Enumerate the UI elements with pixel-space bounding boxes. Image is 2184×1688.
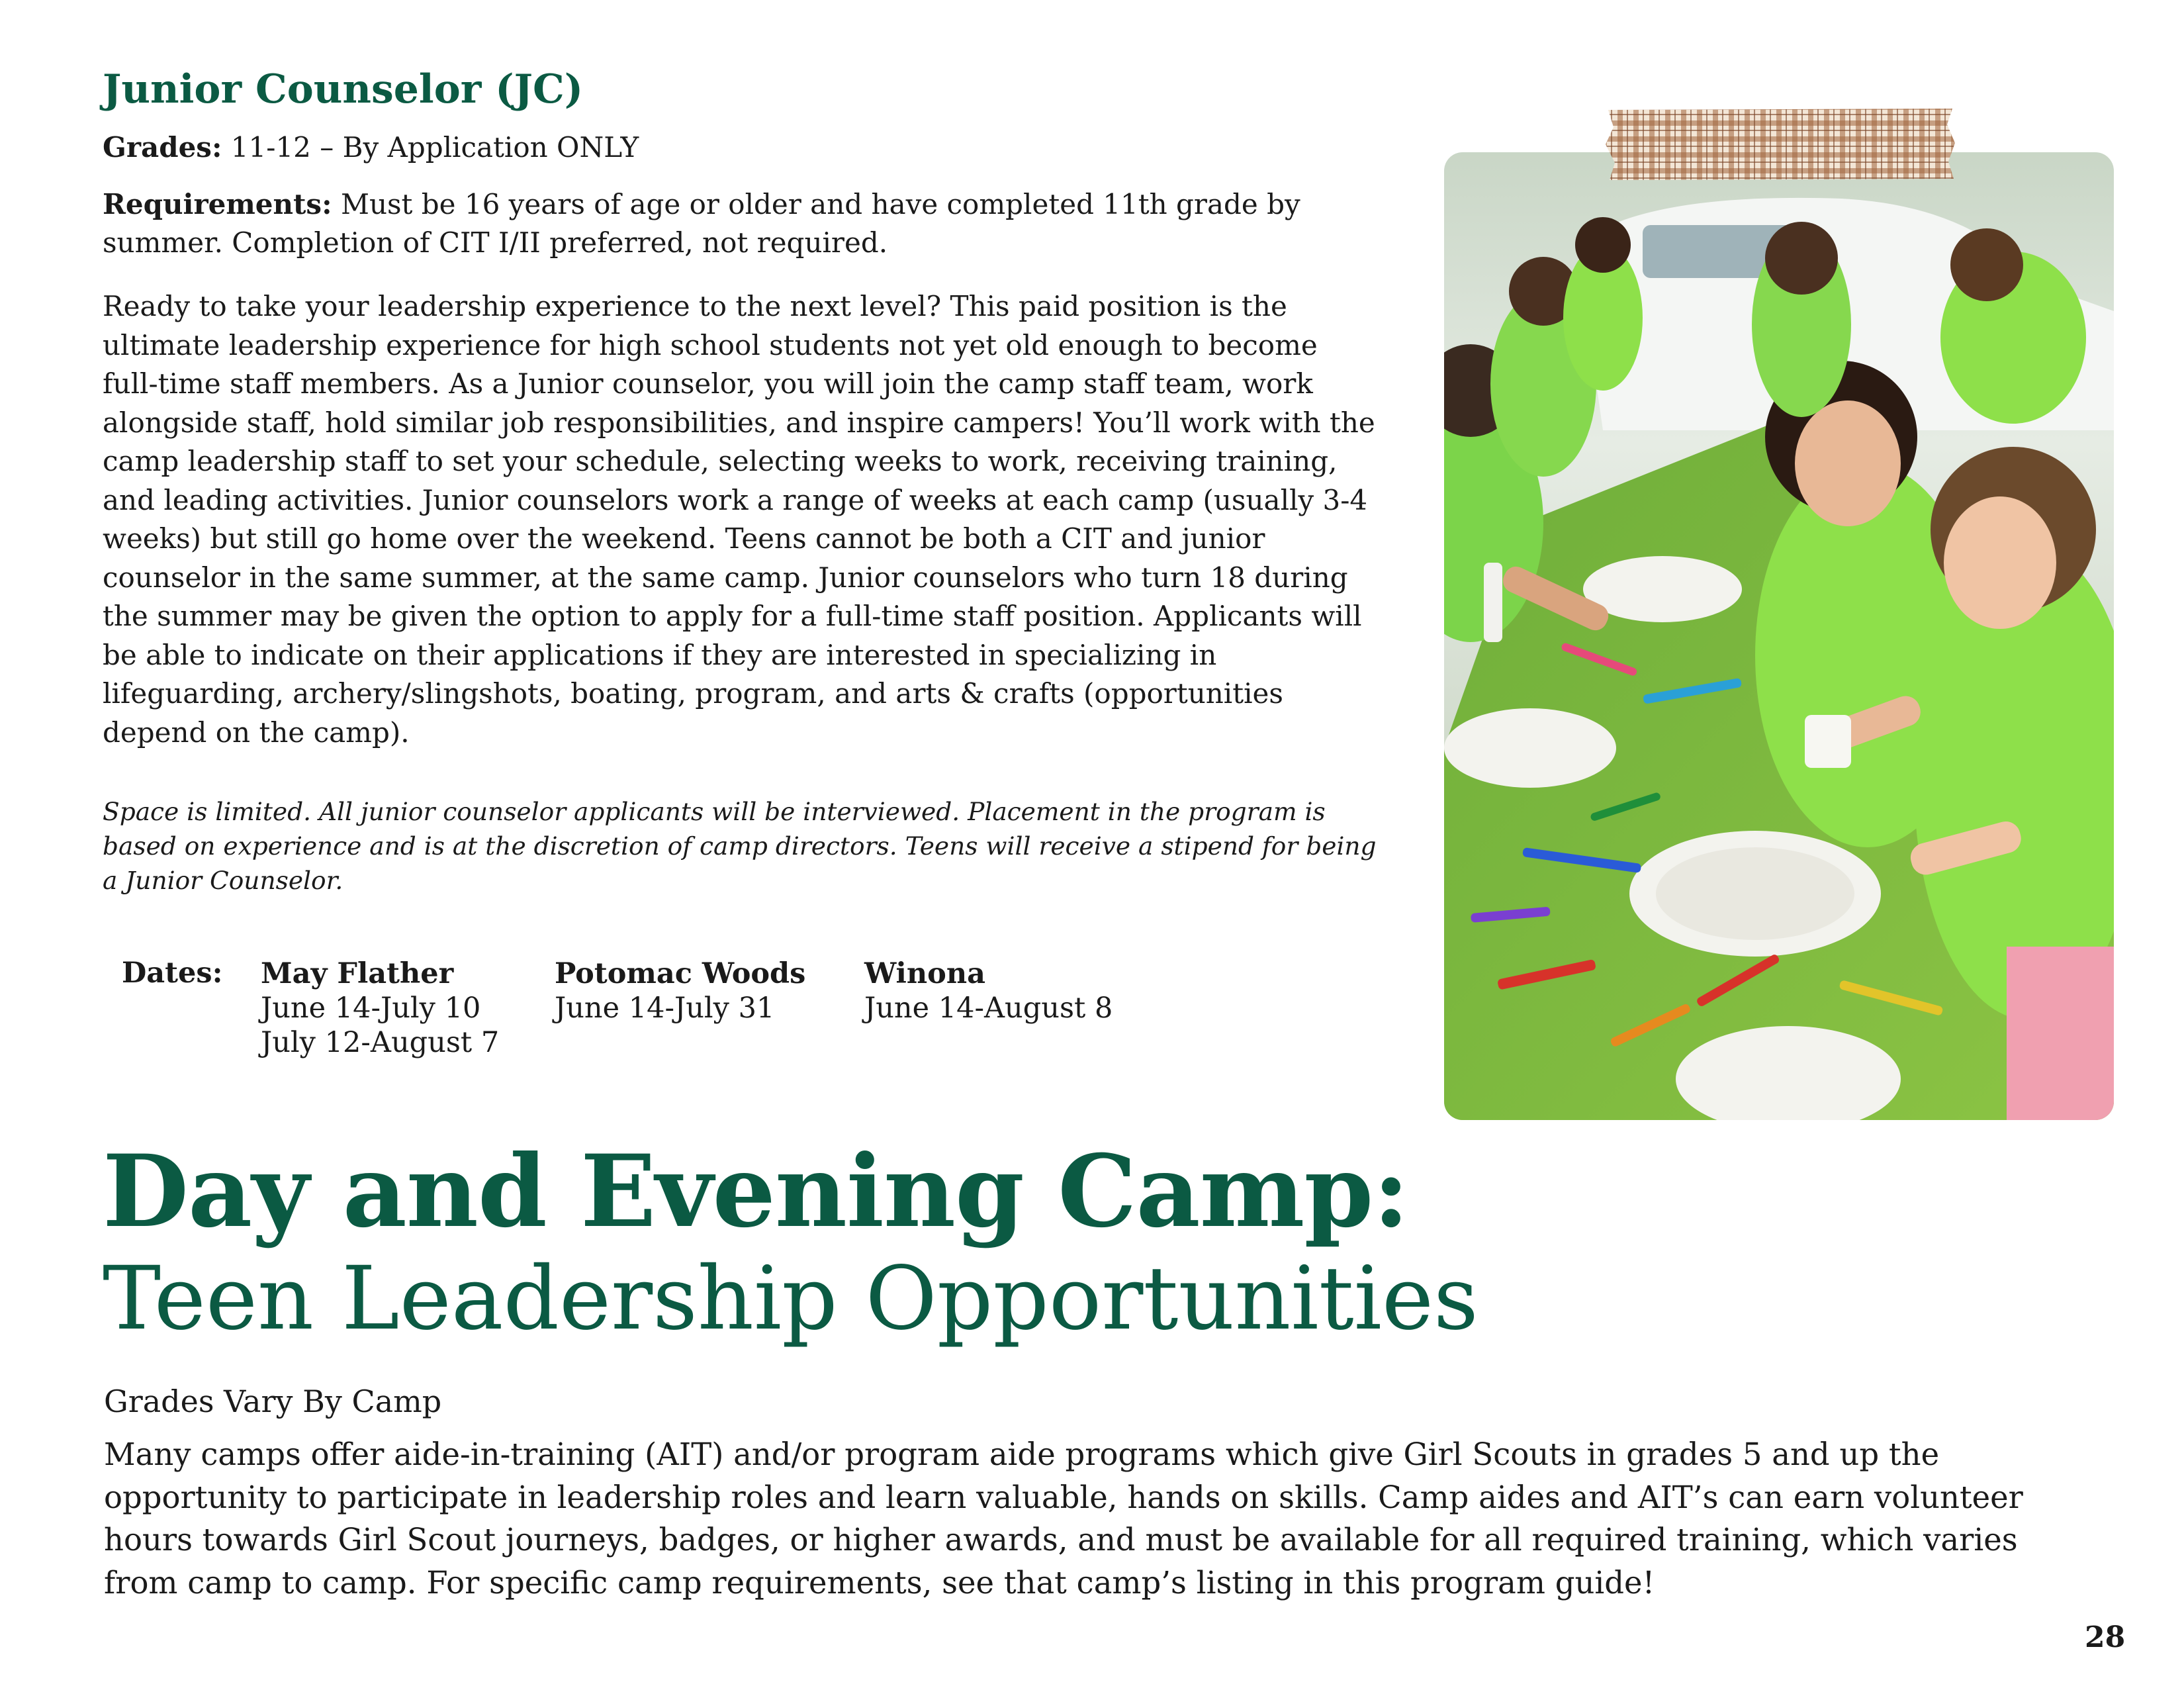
dates-label: Dates: [122,957,223,990]
camp-may-flather [261,957,499,1060]
camp-winona [864,957,1113,1025]
camp-date: June 14-July 10 [261,992,481,1025]
jc-title: Junior Counselor (JC) [103,66,584,113]
jc-requirements [103,185,1360,262]
camp-date: June 14-July 31 [555,992,775,1025]
jc-note: Space is limited. All junior counselor applicants will be interviewed. Placement in the program is based on experience and is at the discretion of camp directors. Teens will receive a stipend for being a Junior Counselor. [103,797,1377,895]
camp-name: Potomac Woods [555,957,806,990]
camp-name: May Flather [261,957,454,990]
section-subheading: Teen Leadership Opportunities [103,1248,1479,1350]
camp-potomac-woods [555,957,805,1025]
crafts-photo [1444,152,2114,1120]
section-heading: Day and Evening Camp: [103,1133,1409,1250]
section-grades: Grades Vary By Camp [104,1383,442,1419]
page-number: 28 [2085,1620,2126,1654]
requirements-value: Must be 16 years of age or older and have completed 11th grade by summer. Completion of CIT I/II preferred, not required. [103,188,1300,259]
jc-description: Ready to take your leadership experience to the next level? This paid position is the ultimate leadership experience for high school students not yet old enough to become full-time staff members. As a Junior counselor, you will join the camp staff team, work alongside staff, hold similar job responsibilities, and inspire campers! You’ll work with the camp leadership staff to set your schedule, selecting weeks to work, receiving training, and leading activities. Junior counselors work a range of weeks at each camp (usually 3-4 weeks) but still go home over the weekend. Teens cannot be both a CIT and junior counselor in the same summer, at the same camp. Junior counselors who turn 18 during the summer may be given the option to apply for a full-time staff position. Applicants will be able to indicate on their applications if they are interested in specializing in lifeguarding, archery/slingshots, boating, program, and arts & crafts (opportunities depend on the camp). [103,290,1375,749]
grades-label: Grades: [103,131,222,164]
grades-value: 11-12 – By Application ONLY [222,131,639,164]
section-description: Many camps offer aide-in-training (AIT) and/or program aide programs which give Girl Scouts in grades 5 and up the opportunity to participate in leadership roles and learn valuable, hands on skills. Camp aides and AIT’s can earn volunteer hours towards Girl Scout journeys, badges, or higher awards, and must be available for all required training, which varies from camp to camp. For specific camp requirements, see that camp’s listing in this program guide! [104,1436,2023,1601]
camp-date: June 14-August 8 [864,992,1113,1025]
jc-grades [103,128,639,167]
camp-name: Winona [864,957,985,990]
plaid-tape-decoration [1602,105,1959,184]
camp-date: July 12-August 7 [261,1026,500,1059]
requirements-label: Requirements: [103,188,332,220]
